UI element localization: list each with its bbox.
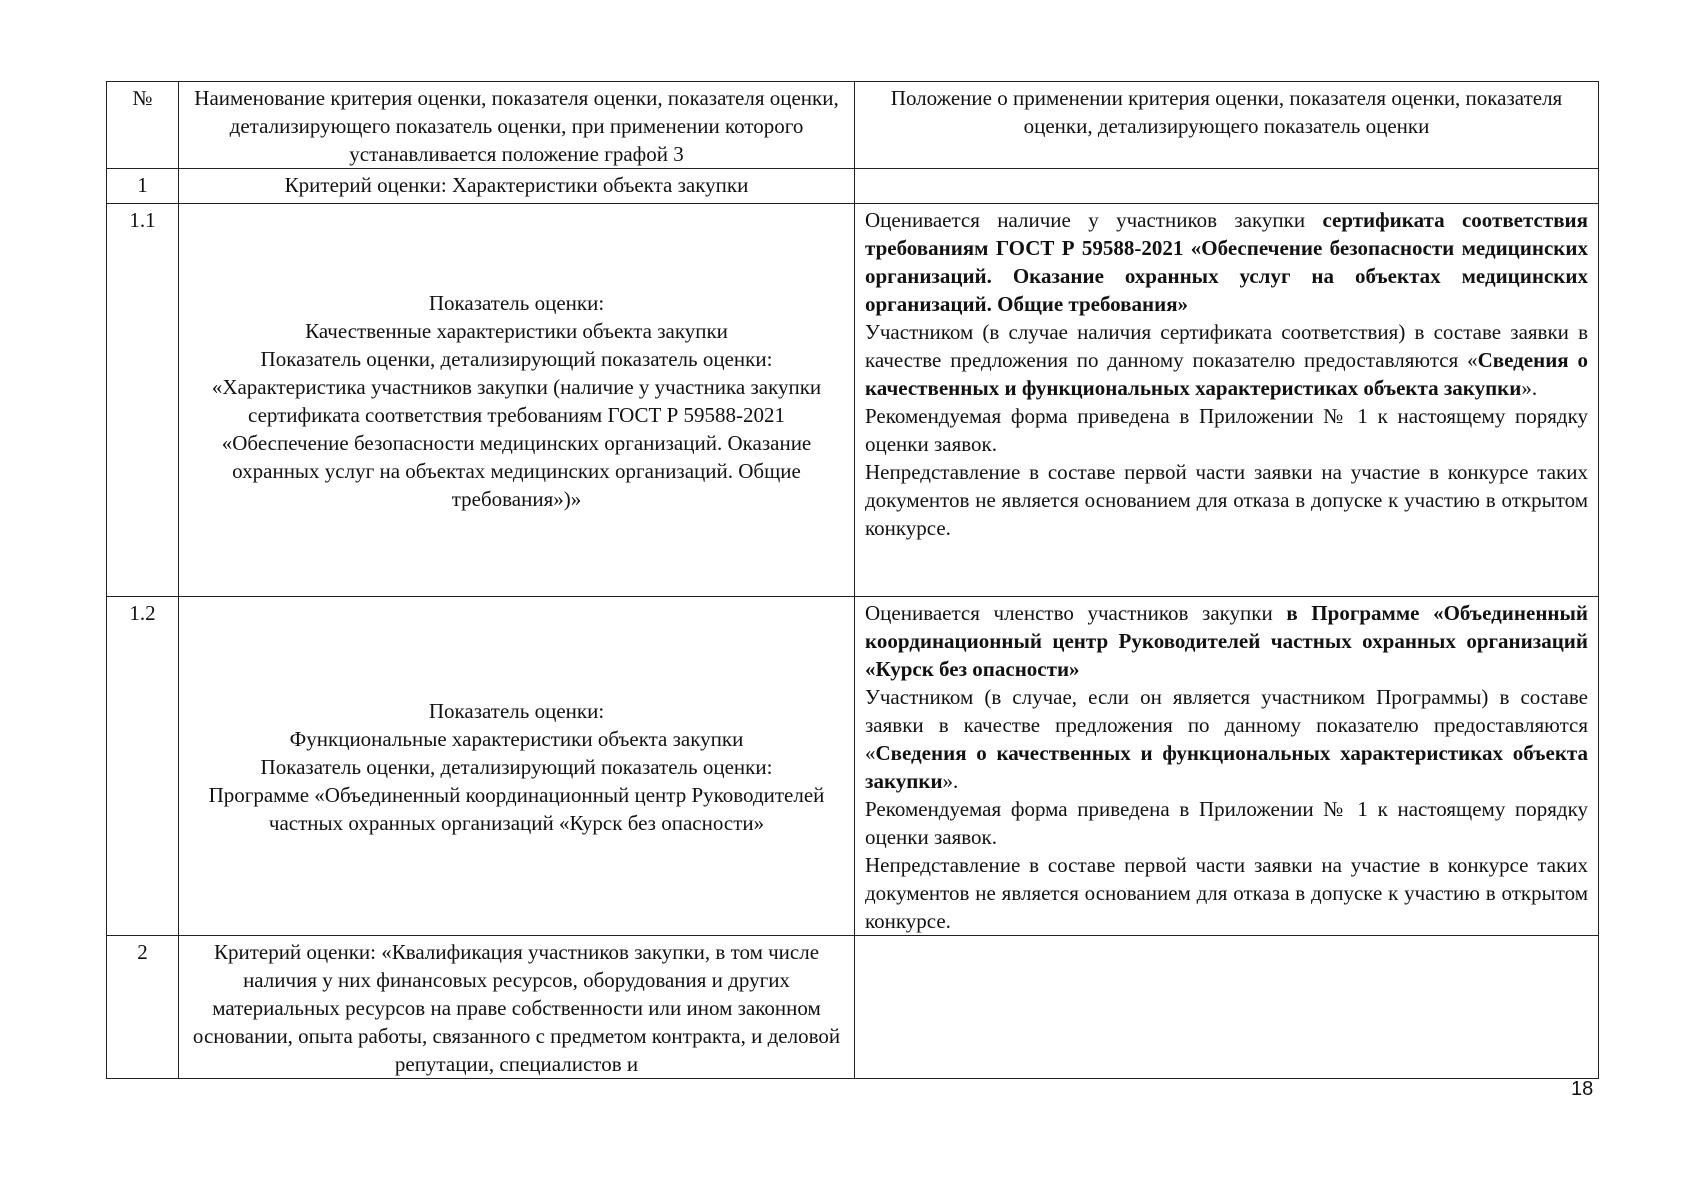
indicator-line: «Характеристика участников закупки (наличие у участника закупки сертификата соответствия требованиям ГОСТ Р 59588-2021 «Обеспечение безопасности медицинских организаций. Оказание охранных услуг на объектах медицинских организаций. Общие требования»)» [211, 375, 822, 511]
indicator-line: Функциональные характеристики объекта закупки [289, 727, 744, 751]
row-number: 2 [107, 936, 179, 1079]
provision-bold-text: Сведения о качественных и функциональных характеристиках объекта закупки [865, 348, 1589, 400]
provision-text: ». [1521, 376, 1538, 400]
provision-paragraph: Рекомендуемая форма приведена в Приложении № 1 к настоящему порядку оценки заявок. [865, 404, 1588, 456]
indicator-line: Показатель оценки, детализирующий показатель оценки: [260, 755, 773, 779]
criterion-name-text: Критерий оценки: «Квалификация участников закупки, в том числе наличия у них финансовых ресурсов, оборудования и других материальных ресурсов на праве собственности или ином законном основании, опыта работы, связанного с предметом контракта, и деловой репутации, специалистов и [192, 940, 841, 1076]
header-criterion-name: Наименование критерия оценки, показателя оценки, показателя оценки, детализирующего показатель оценки, при применении которого устанавливается положение графой 3 [179, 82, 855, 169]
provision-bold-text: Сведения о качественных и функциональных характеристиках объекта закупки [865, 741, 1588, 793]
indicator-provision [855, 597, 1599, 936]
provision-paragraph: Рекомендуемая форма приведена в Приложении № 1 к настоящему порядку оценки заявок. [865, 797, 1588, 849]
provision-text: Оценивается членство участников закупки [865, 601, 1287, 625]
indicator-line: Качественные характеристики объекта закупки [305, 319, 728, 343]
indicator-line: Показатель оценки, детализирующий показатель оценки: [260, 347, 773, 371]
page-number: 18 [1571, 1078, 1594, 1100]
row-number: 1.1 [107, 204, 179, 597]
table-header-row [107, 82, 1599, 169]
table-row [107, 169, 1599, 204]
indicator-name [179, 204, 855, 597]
criterion-name: Критерий оценки: Характеристики объекта закупки [179, 169, 855, 204]
header-criterion-provision: Положение о применении критерия оценки, показателя оценки, показателя оценки, детализирующего показатель оценки [855, 82, 1599, 169]
provision-paragraph: Непредставление в составе первой части заявки на участие в конкурсе таких документов не является основанием для отказа в допуске к участию в открытом конкурсе. [865, 460, 1588, 540]
table-row [107, 936, 1599, 1079]
indicator-line: Показатель оценки: [428, 699, 605, 723]
provision-text: Участником (в случае, если он является участником Программы) в составе заявки в качестве предложения по данному показателю предоставляются « [865, 685, 1588, 765]
row-number: 1 [107, 169, 179, 204]
indicator-line: Программе «Объединенный координационный центр Руководителей частных охранных организаций «Курск без опасности» [208, 783, 825, 835]
indicator-line: Показатель оценки: [428, 291, 605, 315]
header-num: № [107, 82, 179, 169]
row-number: 1.2 [107, 597, 179, 936]
provision-bold-text: сертификата соответствия требованиям ГОСТ Р 59588-2021 «Обеспечение безопасности медицинских организаций. Оказание охранных услуг на объектах медицинских организаций. Общие требования» [865, 208, 1588, 316]
provision-paragraph [865, 206, 1588, 318]
provision-bold-text: в Программе «Объединенный координационный центр Руководителей частных охранных организаций «Курск без опасности» [865, 601, 1589, 681]
indicator-name [179, 597, 855, 936]
table-row [107, 597, 1599, 936]
provision-paragraph [865, 318, 1588, 402]
provision-paragraph: Непредставление в составе первой части заявки на участие в конкурсе таких документов не является основанием для отказа в допуске к участию в открытом конкурсе. [865, 853, 1588, 933]
table-row [107, 204, 1599, 597]
provision-paragraph [865, 683, 1588, 795]
provision-text: Оценивается наличие у участников закупки [865, 208, 1323, 232]
indicator-provision [855, 204, 1599, 597]
criterion-provision [855, 936, 1599, 1079]
criteria-table [106, 81, 1599, 1079]
provision-paragraph [865, 599, 1588, 683]
criterion-provision [855, 169, 1599, 204]
provision-text: ». [942, 769, 959, 793]
provision-text: Участником (в случае наличия сертификата соответствия) в составе заявки в качестве предложения по данному показателю предоставляются « [865, 320, 1588, 372]
criterion-name [179, 936, 855, 1079]
